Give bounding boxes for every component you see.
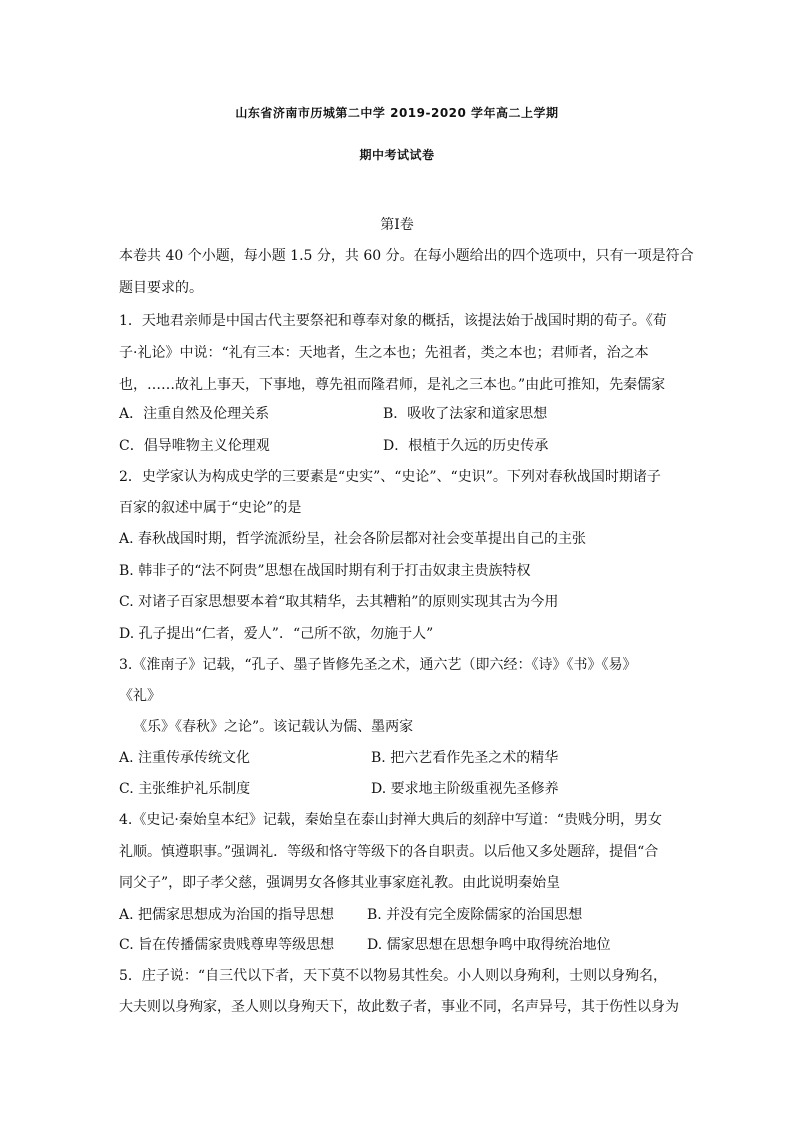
- question-1-stem-line: 子·礼论》中说：“礼有三本：天地者，生之本也；先祖者，类之本也；君师者，治之本: [119, 345, 649, 361]
- question-1-option-d: D．根植于久远的历史传承: [383, 438, 549, 454]
- question-1-stem-line: 也，……故礼上事天，下事地，尊先祖而隆君师，是礼之三本也。”由此可推知，先秦儒家: [119, 377, 666, 393]
- question-2-stem-line: 百家的叙述中属于“史论”的是: [119, 500, 302, 516]
- question-1-option-a: A．注重自然及伦理关系: [119, 406, 270, 422]
- question-4-option-a: A. 把儒家思想成为治国的指导思想: [119, 907, 335, 923]
- question-5-stem-line: 5．庄子说：“自三代以下者，天下莫不以物易其性矣。小人则以身殉利，士则以身殉名，: [119, 968, 668, 984]
- question-3-option-a: A. 注重传承传统文化: [119, 750, 251, 766]
- question-2-option-a: A. 春秋战国时期，哲学流派纷呈，社会各阶层都对社会变革提出自己的主张: [119, 531, 587, 547]
- question-3-option-c: C. 主张维护礼乐制度: [119, 781, 251, 797]
- exam-title-line1: 山东省济南市历城第二中学 2019-2020 学年高二上学期: [235, 106, 559, 120]
- instructions-line: 本卷共 40 个小题，每小题 1.5 分，共 60 分。在每小题给出的四个选项中，只有一项是符合: [119, 248, 694, 264]
- question-1-option-b: B．吸收了法家和道家思想: [383, 406, 548, 422]
- question-4-option-b: B. 并没有完全废除儒家的治国思想: [367, 907, 583, 923]
- question-1-stem-line: 1．天地君亲师是中国古代主要祭祀和尊奉对象的概括，该提法始于战国时期的荀子。《荀: [119, 313, 667, 329]
- question-3-stem-line: 《礼》: [119, 688, 161, 704]
- question-2-option-b: B. 韩非子的“法不阿贵”思想在战国时期有利于打击奴隶主贵族特权: [119, 563, 531, 579]
- question-3-stem-line: 《乐》《春秋》之论”。该记载认为儒、墨两家: [133, 719, 414, 735]
- question-1-option-c: C．倡导唯物主义伦理观: [119, 438, 270, 454]
- question-4-option-d: D. 儒家思想在思想争鸣中取得统治地位: [367, 937, 611, 953]
- section-label: 第Ⅰ卷: [380, 217, 414, 233]
- question-5-stem-line: 大夫则以身殉家，圣人则以身殉天下，故此数子者，事业不同，名声异号，其于伤性以身为: [119, 999, 679, 1015]
- question-4-stem-line: 4.《史记·秦始皇本纪》记载，秦始皇在泰山封禅大典后的刻辞中写道：“贵贱分明，男女: [119, 812, 662, 828]
- question-2-stem-line: 2．史学家认为构成史学的三要素是“史实”、“史论”、“史识”。下列对春秋战国时期诸子: [119, 469, 661, 485]
- question-3-stem-line: 3.《淮南子》记载，“孔子、墨子皆修先圣之术，通六艺（即六经：《诗》《书》《易》: [119, 657, 637, 673]
- exam-title-line2: 期中考试试卷: [359, 148, 435, 162]
- question-4-option-c: C. 旨在传播儒家贵贱尊卑等级思想: [119, 937, 335, 953]
- instructions-line: 题目要求的。: [119, 280, 203, 296]
- question-4-stem-line: 同父子”，即子孝父慈，强调男女各修其业事家庭礼教。由此说明秦始皇: [119, 875, 561, 891]
- question-3-option-d: D. 要求地主阶级重视先圣修养: [371, 781, 559, 797]
- question-2-option-d: D. 孔子提出“仁者，爱人”．“己所不欲，勿施于人”: [119, 626, 434, 642]
- question-2-option-c: C. 对诸子百家思想要本着“取其精华，去其糟粕”的原则实现其古为今用: [119, 594, 559, 610]
- question-4-stem-line: 礼顺。慎遵职事。”强调礼．等级和恪守等级下的各自职责。以后他又多处题辞，提倡“合: [119, 844, 659, 860]
- question-3-option-b: B. 把六艺看作先圣之术的精华: [371, 750, 559, 766]
